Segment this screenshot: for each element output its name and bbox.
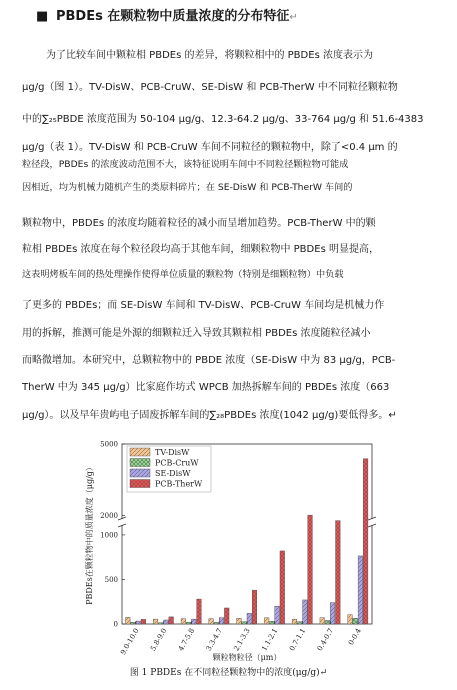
bar-se-disw (275, 606, 280, 624)
bar-pcb-cruw (186, 622, 191, 624)
y-tick-label: 0 (113, 620, 118, 629)
x-tick-label: 5.8-9.0 (149, 627, 169, 653)
x-tick-label: 0-0.4 (346, 627, 363, 647)
bar-chart (0, 434, 457, 664)
bar-se-disw (136, 621, 141, 624)
y-tick-label: 5000 (100, 440, 118, 449)
bar-tv-disw (320, 618, 325, 624)
bar-se-disw (191, 619, 196, 624)
legend-swatch (130, 459, 150, 467)
bar-se-disw (247, 613, 252, 624)
bar-pcb-cruw (131, 622, 136, 624)
bar-tv-disw (181, 619, 186, 624)
bar-pcb-therw (169, 617, 174, 624)
bar-se-disw (219, 618, 224, 624)
legend-label: SE-DisW (155, 469, 191, 478)
legend-label: TV-DisW (155, 448, 190, 457)
bar-tv-disw (264, 618, 269, 624)
paragraph-mark: ↵ (289, 12, 298, 23)
bar-tv-disw (348, 615, 353, 624)
bar-pcb-cruw (158, 623, 163, 624)
bar-se-disw (303, 600, 308, 624)
bar-pcb-therw (363, 459, 368, 624)
body-line: 颗粒物中，PBDEs 的浓度均随着粒径的减小而呈增加趋势。PCB-TherW 中的颗 (22, 218, 376, 229)
body-line: 这表明烤板车间的热处理操作使得单位质量的颗粒物（特别是细颗粒物）中负载 (22, 269, 344, 280)
legend-swatch (130, 480, 150, 488)
bar-pcb-cruw (214, 622, 219, 624)
x-tick-label: 3.3-4.7 (204, 627, 224, 653)
y-axis-title: PBDEs在颗粒物中的质量浓度（μg/g） (85, 463, 94, 605)
body-line: 中的∑₂₅PBDE 浓度范围为 50-104 μg/g、12.3-64.2 μg/g、33-764 μg/g 和 51.6-4383 (22, 114, 424, 125)
figure-caption: 图 1 PBDEs 在不同粒径颗粒物中的浓度(μg/g)↵ (129, 668, 328, 678)
figure-1 (0, 434, 457, 690)
bar-pcb-therw (252, 590, 257, 624)
bar-pcb-cruw (353, 618, 358, 624)
body-line: μg/g（表 1）。TV-DisW 和 PCB-CruW 车间不同粒径的颗粒物中，除了<0.4 μm 的 (22, 142, 398, 153)
legend-label: PCB-TherW (155, 479, 203, 489)
body-line: 因相近，均为机械力随机产生的类原料碎片；在 SE-DisW 和 PCB-TherW 车间的 (22, 182, 353, 193)
y-tick-label: 1000 (100, 531, 118, 540)
bar-pcb-cruw (297, 622, 302, 624)
body-line: 为了比较车间中颗粒相 PBDEs 的差异，将颗粒相中的 PBDEs 浓度表示为 (46, 50, 373, 61)
section-heading (36, 6, 436, 28)
bar-pcb-therw (197, 599, 202, 624)
body-line: μg/g（图 1）。TV-DisW、PCB-CruW、SE-DisW 和 PCB-TherW 中不同粒径颗粒物 (22, 82, 398, 93)
body-line: 用的拆解，推测可能是外源的细颗粒迁入导致其颗粒相 PBDEs 浓度随粒径减小 (22, 328, 371, 339)
x-tick-label: 0.4-0.7 (315, 627, 336, 653)
bar-se-disw (358, 556, 363, 624)
bar-tv-disw (292, 619, 297, 624)
bar-tv-disw (237, 618, 242, 624)
bar-pcb-cruw (270, 621, 275, 624)
x-tick-label: 4.7-5.8 (176, 627, 197, 653)
heading-title: PBDEs 在颗粒物中质量浓度的分布特征 (56, 9, 290, 24)
bar-tv-disw (153, 619, 158, 624)
x-tick-label: 1.1-2.1 (260, 627, 280, 653)
bar-tv-disw (125, 617, 130, 624)
bar-pcb-therw (336, 521, 341, 624)
heading-bullet: ■ (36, 9, 49, 24)
body-line: 粒相 PBDEs 浓度在每个粒径段均高于其他车间，细颗粒物中 PBDEs 明显提高， (22, 244, 379, 255)
bar-tv-disw (209, 619, 214, 624)
legend-label: PCB-CruW (155, 458, 199, 468)
legend-swatch (130, 448, 150, 456)
x-tick-label: 9.0-10.0 (119, 627, 141, 657)
bar-pcb-therw (308, 515, 313, 624)
body-line: 粒径段，PBDEs 的浓度波动范围不大，该特征说明车间中不同粒径颗粒物可能成 (22, 159, 349, 170)
legend-swatch (130, 469, 150, 477)
body-line: TherW 中为 345 μg/g）比家庭作坊式 WPCB 加热拆解车间的 PBDEs 浓度（663 (22, 382, 390, 393)
y-tick-label: 2000 (100, 512, 118, 521)
body-line: 而略微增加。本研究中，总颗粒物中的 PBDE 浓度（SE-DisW 中为 83 μg/g，PCB- (22, 355, 396, 366)
bar-se-disw (164, 620, 169, 624)
bar-se-disw (330, 603, 335, 624)
body-line: μg/g）。以及早年贵屿电子固废拆解车间的∑₂₈PBDEs 浓度(1042 μg/g)要低得多。↵ (22, 410, 397, 421)
x-axis-title: 颗粒物粒径（μm） (212, 653, 282, 662)
y-tick-label: 500 (104, 575, 118, 584)
bar-pcb-therw (224, 608, 229, 624)
x-tick-label: 2.1-3.3 (232, 627, 252, 653)
bar-pcb-therw (280, 551, 285, 624)
bar-pcb-therw (141, 619, 146, 624)
body-line: 了更多的 PBDEs；而 SE-DisW 车间和 TV-DisW、PCB-CruW 车间均是机械力作 (22, 300, 385, 311)
bar-pcb-cruw (242, 622, 247, 624)
bar-pcb-cruw (325, 620, 330, 624)
x-tick-label: 0.7-1.1 (288, 627, 308, 653)
